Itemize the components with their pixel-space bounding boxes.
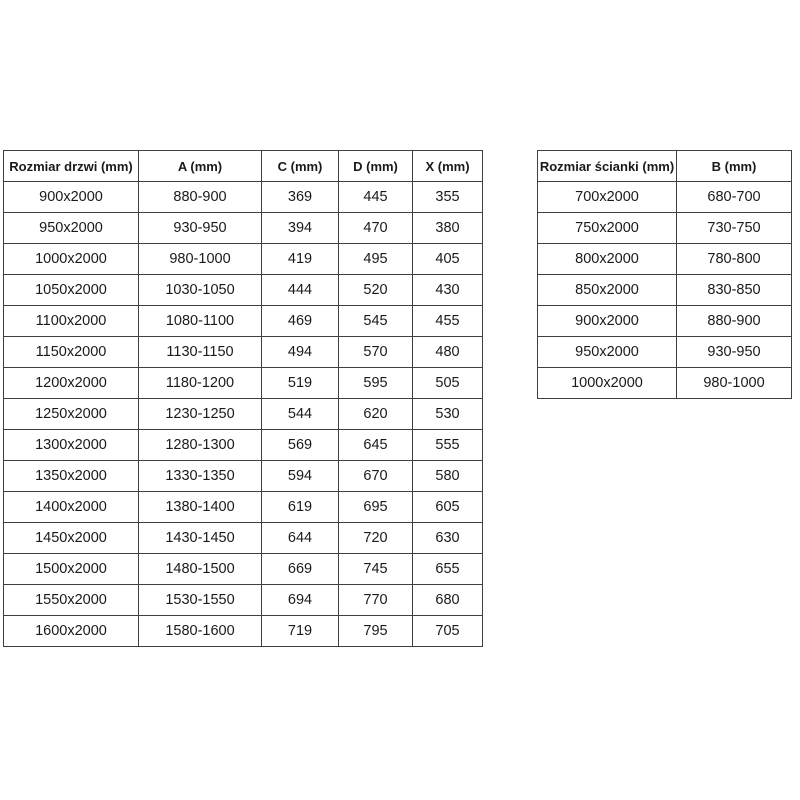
table-cell: 445 [339, 182, 413, 213]
column-header: C (mm) [262, 151, 339, 182]
table-cell: 980-1000 [139, 244, 262, 275]
table-cell: 1150x2000 [4, 337, 139, 368]
table-cell: 620 [339, 399, 413, 430]
table-cell: 455 [413, 306, 483, 337]
table-row [538, 368, 792, 399]
wall-size-table-header [538, 151, 792, 182]
table-cell: 645 [339, 430, 413, 461]
wall-size-table-body [538, 182, 792, 399]
table-cell: 595 [339, 368, 413, 399]
door-size-table [3, 150, 483, 647]
table-cell: 380 [413, 213, 483, 244]
table-cell: 695 [339, 492, 413, 523]
table-cell: 630 [413, 523, 483, 554]
table-row [4, 492, 483, 523]
column-header: X (mm) [413, 151, 483, 182]
table-cell: 930-950 [677, 337, 792, 368]
table-cell: 795 [339, 616, 413, 647]
table-cell: 594 [262, 461, 339, 492]
table-cell: 780-800 [677, 244, 792, 275]
table-row [4, 430, 483, 461]
table-cell: 1030-1050 [139, 275, 262, 306]
table-cell: 1050x2000 [4, 275, 139, 306]
table-row [538, 244, 792, 275]
table-cell: 580 [413, 461, 483, 492]
table-cell: 694 [262, 585, 339, 616]
table-cell: 950x2000 [4, 213, 139, 244]
table-cell: 1250x2000 [4, 399, 139, 430]
table-row [4, 368, 483, 399]
table-cell: 605 [413, 492, 483, 523]
table-row [538, 213, 792, 244]
table-cell: 1580-1600 [139, 616, 262, 647]
column-header: Rozmiar ścianki (mm) [538, 151, 677, 182]
table-row [4, 554, 483, 585]
table-cell: 1550x2000 [4, 585, 139, 616]
table-row [4, 244, 483, 275]
table-cell: 680-700 [677, 182, 792, 213]
table-cell: 545 [339, 306, 413, 337]
table-cell: 1000x2000 [538, 368, 677, 399]
table-cell: 480 [413, 337, 483, 368]
table-cell: 700x2000 [538, 182, 677, 213]
table-row [4, 182, 483, 213]
door-size-table-body [4, 182, 483, 647]
table-cell: 1530-1550 [139, 585, 262, 616]
door-size-table-header [4, 151, 483, 182]
table-cell: 1430-1450 [139, 523, 262, 554]
table-cell: 1130-1150 [139, 337, 262, 368]
table-row [4, 275, 483, 306]
table-cell: 719 [262, 616, 339, 647]
table-cell: 619 [262, 492, 339, 523]
column-header: A (mm) [139, 151, 262, 182]
table-row [538, 182, 792, 213]
table-cell: 1350x2000 [4, 461, 139, 492]
table-cell: 830-850 [677, 275, 792, 306]
table-cell: 570 [339, 337, 413, 368]
table-row [4, 523, 483, 554]
table-cell: 730-750 [677, 213, 792, 244]
table-cell: 900x2000 [4, 182, 139, 213]
column-header: B (mm) [677, 151, 792, 182]
table-cell: 520 [339, 275, 413, 306]
table-row [538, 306, 792, 337]
table-cell: 444 [262, 275, 339, 306]
table-cell: 1400x2000 [4, 492, 139, 523]
table-cell: 930-950 [139, 213, 262, 244]
table-cell: 470 [339, 213, 413, 244]
table-cell: 800x2000 [538, 244, 677, 275]
table-row [4, 616, 483, 647]
table-cell: 1380-1400 [139, 492, 262, 523]
table-row [4, 585, 483, 616]
table-cell: 880-900 [677, 306, 792, 337]
table-cell: 469 [262, 306, 339, 337]
table-cell: 1330-1350 [139, 461, 262, 492]
table-cell: 1280-1300 [139, 430, 262, 461]
table-cell: 705 [413, 616, 483, 647]
table-cell: 494 [262, 337, 339, 368]
column-header: Rozmiar drzwi (mm) [4, 151, 139, 182]
table-cell: 419 [262, 244, 339, 275]
header-row [538, 151, 792, 182]
table-cell: 1200x2000 [4, 368, 139, 399]
table-cell: 530 [413, 399, 483, 430]
table-cell: 1100x2000 [4, 306, 139, 337]
table-cell: 670 [339, 461, 413, 492]
table-cell: 544 [262, 399, 339, 430]
table-cell: 430 [413, 275, 483, 306]
table-cell: 900x2000 [538, 306, 677, 337]
table-cell: 1480-1500 [139, 554, 262, 585]
table-cell: 669 [262, 554, 339, 585]
table-row [4, 337, 483, 368]
table-row [538, 337, 792, 368]
table-cell: 519 [262, 368, 339, 399]
table-cell: 770 [339, 585, 413, 616]
table-row [4, 213, 483, 244]
wall-size-table [537, 150, 792, 399]
table-cell: 850x2000 [538, 275, 677, 306]
table-cell: 655 [413, 554, 483, 585]
table-cell: 980-1000 [677, 368, 792, 399]
table-row [4, 461, 483, 492]
table-cell: 505 [413, 368, 483, 399]
table-cell: 394 [262, 213, 339, 244]
table-cell: 1300x2000 [4, 430, 139, 461]
table-cell: 750x2000 [538, 213, 677, 244]
table-cell: 1180-1200 [139, 368, 262, 399]
table-cell: 355 [413, 182, 483, 213]
table-cell: 1080-1100 [139, 306, 262, 337]
table-cell: 720 [339, 523, 413, 554]
table-cell: 1450x2000 [4, 523, 139, 554]
table-cell: 495 [339, 244, 413, 275]
table-cell: 569 [262, 430, 339, 461]
table-cell: 680 [413, 585, 483, 616]
table-cell: 880-900 [139, 182, 262, 213]
table-cell: 1500x2000 [4, 554, 139, 585]
table-row [4, 399, 483, 430]
table-cell: 644 [262, 523, 339, 554]
table-cell: 555 [413, 430, 483, 461]
table-row [538, 275, 792, 306]
header-row [4, 151, 483, 182]
table-cell: 1000x2000 [4, 244, 139, 275]
table-cell: 369 [262, 182, 339, 213]
table-cell: 1230-1250 [139, 399, 262, 430]
table-cell: 405 [413, 244, 483, 275]
table-cell: 950x2000 [538, 337, 677, 368]
column-header: D (mm) [339, 151, 413, 182]
table-cell: 1600x2000 [4, 616, 139, 647]
table-row [4, 306, 483, 337]
table-cell: 745 [339, 554, 413, 585]
